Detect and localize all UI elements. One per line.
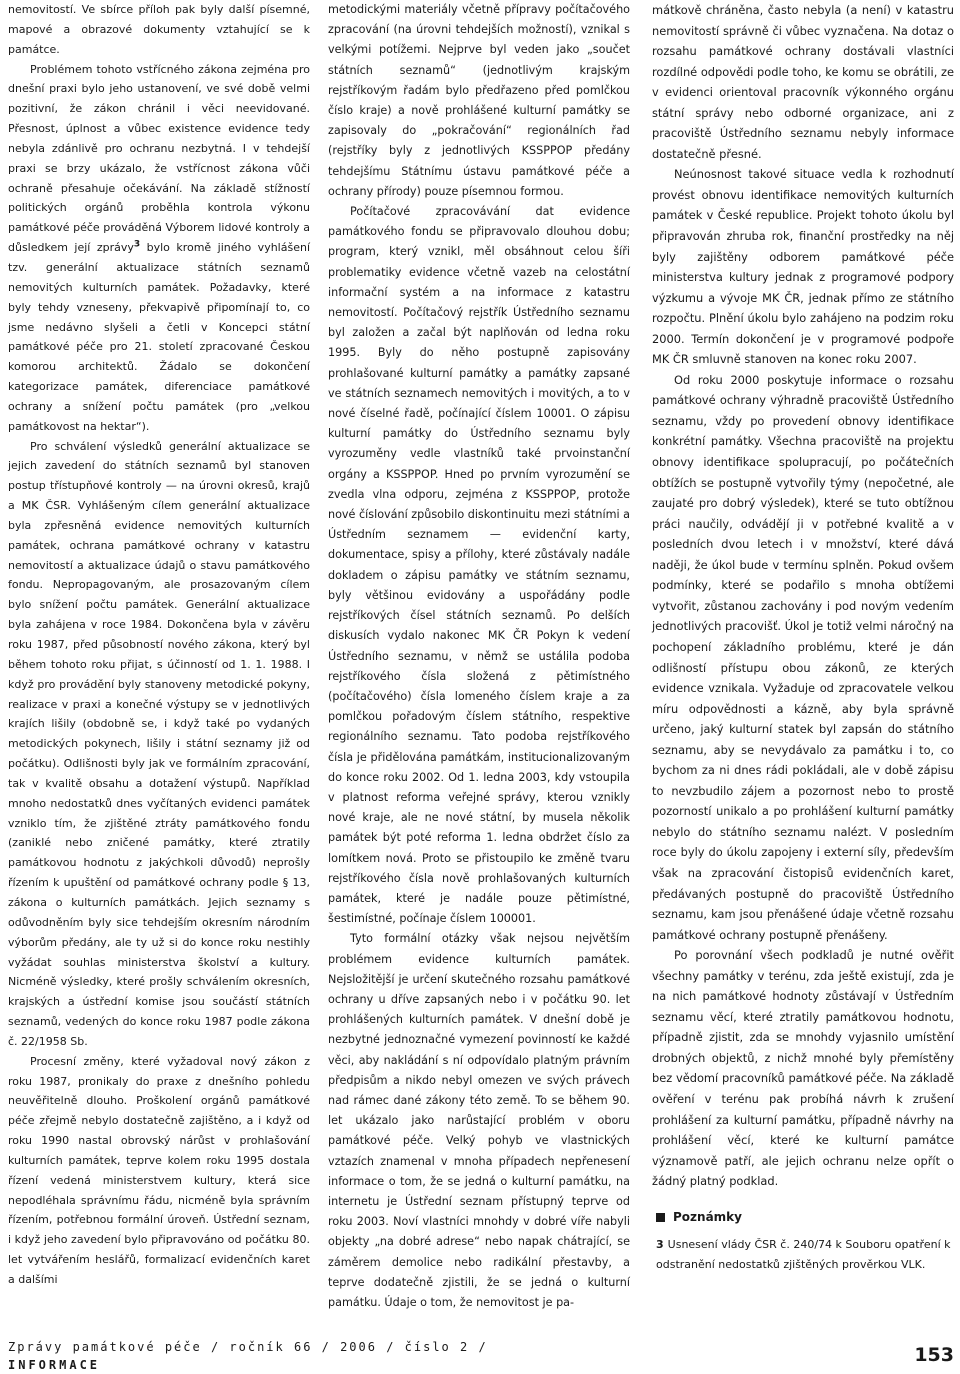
- journal-line: Zprávy památkové péče / ročník 66 / 2006 / číslo 2 /: [8, 1340, 488, 1354]
- paragraph: Po porovnání všech podkladů je nutné ověřit všechny památky v terénu, zda ještě existují, zda je na nich památkové hodnoty zůstávají v Ústředním seznamu věcí, které ztratily památkovou hodnotu, případně zjistit, zda se mnohdy vyjasnilo umístění drobných objektů, z nichž mnohé byly přemístěny bez vědomí pracovníků památkové péče. Na základě ověření v terénu pak probíhá návrh k zrušení prohlášení za kulturní památku, případně návrhy na prohlášení věcí, které ke kulturní památce významově patří, ale jejich ochranu nelze opřít o žádný platný podklad.: [652, 948, 954, 1189]
- footnotes: [656, 1207, 952, 1275]
- paragraph: mátkově chráněna, často nebyla (a není) v katastru nemovitostí správně či vůbec vyznačena. Na dotaz o rozsahu památkové ochrany dostávali vlastníci rozdílné odpovědi podle toho, ke komu se obrátili, ze v evidenci orientoval pracovník výkonného orgánu státní správy nebo odborné organizace, ani z pracoviště Ústředního seznamu nebyly informace dostatečně přesné.: [652, 3, 954, 161]
- paragraph: Pro schválení výsledků generální aktualizace se jejich zavedení do státních seznamů byl stanoven postup třístupňové kontroly — na úrovni okresů, krajů a MK ČSR. Vyhlášeným cílem generální aktualizace byla zpřesněná evidence nemovitých kulturních památek, ochrana památkové ochrany v katastru nemovitostí a aktualizace údajů o stavu památkového fondu. Nepropagovaným, ale prosazovaným cílem bylo snížení počtu památek. Generální aktualizace byla zahájena v roce 1984. Dokončena byla v závěru roku 1987, před působností nového zákona, který byl během tohoto roku přijat, s účinností od 1. 1. 1988. I když pro provádění byly stanoveny metodické pokyny, realizace v praxi a konečné výstupy se v jednotlivých krajích lišily (obdobně se, i když také po vydaných metodických pokynech, lišily i státní seznamy již od počátku). Odlišnosti byly jak ve formálním zpracování, tak v kvalitě obsahu a dotažení výstupů. Například mnoho nedostatků dnes vyčítaných evidenci památek vzniklo tím, že zjištěné ztráty památkového fondu (zaniklé nebo zničené památky, které ztratily památkovou hodnotu z jakýchkoli důvodů) neprošly řízením k upuštění od památkové ochrany podle § 13, zákona o kulturních památkách. Jejich seznamy s odůvodněním byly sice tehdejším okresním národním výborům předány, ale ty už si do konce roku nestihly vyžádat souhlas ministerstva školství a kultury. Nicméně výsledky, které prošly schválením okresních, krajských a ústřední komise jsou součástí státních seznamů, vedených do konce roku 1987 podle zákona č. 22/1958 Sb.: [8, 439, 310, 1048]
- footnotes-heading: Poznámky: [656, 1207, 952, 1227]
- paragraph: Tyto formální otázky však nejsou největším problémem evidence kulturních památek. Nejsložitější je určení skutečného rozsahu památkové ochrany u dříve zapsaných nebo i v počátku 90. let prohlášených kulturních památek. V dnešní době je nezbytné jednoznačné vymezení povinností ke každé věci, aby nakládání s ní odpovídalo platným právním předpisům a nikdo nebyl omezen ve svých právech nad rámec dané zákony této země. To se během 90. let ukázalo jako narůstající problém v oboru památkové péče. Velký pohyb ve vlastnických vztazích znamenal v mnoha případech nepřenesení informace o tom, že se jedná o kulturní památku, na internetu je Ústřední seznam přístupný teprve od roku 2003. Noví vlastníci mnohdy v dobré víře nabyli objekty „na dobré adrese“ nebo napak chátrající, se záměrem demolice nebo radikální přestavby, a teprve dodatečně zjistili, že se jedná o kulturní památku. Údaje o tom, že nemovitost je pa-: [328, 932, 630, 1309]
- page-footer: [8, 1338, 488, 1374]
- text-column-3: [652, 0, 954, 1192]
- paragraph: Počítačové zpracovávání dat evidence památkového fondu se připravovalo dlouhou dobu; program, který vznikl, měl obsáhnout celou šíři problematiky evidence včetně vazeb na celostátní informační systém a na informace z katastru nemovitostí. Počítačový rejstřík Ústředního seznamu byl založen a začal být naplňován od ledna roku 1995. Byly do něho postupně zapisovány prohlašované kulturní památky a památky zapsané ve státních seznamech nemovitých i movitých, a to v nové číselné řadě, počínající číslem 10001. O zápisu kulturní památky do Ústředního seznamu byly vyrozuměny vedle vlastníků také prvoinstanční orgány a KSSPPOP. Hned po prvním vyrozumění se zvedla vlna odporu, zejména z KSSPPOP, protože nové číslování způsobilo diskontinuitu mezi státními a Ústředním seznamem — evidenční karty, dokumentace, spisy a přílohy, které zůstávaly nadále dokladem o zápisu památky ve státním seznamu, byly většinou evidovány a uspořádány podle rejstříkových čísel státních seznamů. Po delších diskusích vydalo nakonec MK ČR Pokyn k vedení Ústředního seznamu, v němž se ustálila podoba rejstříkového čísla složená z pětimístného (počítačového) čísla lomeného číslem kraje a za pomlčkou pořadovým číslem státního, respektive regionálního seznamu. Tato podoba rejstříkového čísla je přidělována památkám, institucionalizovaným do konce roku 2002. Od 1. ledna 2003, kdy vstoupila v platnost reforma veřejné správy, kterou vznikly nové kraje, ale ne nové státní, by musela několik památek být poté reforma 1. ledna obdržet číslo za lomítkem nová. Proto se přistoupilo ke změně tvaru rejstříkového čísla nově prohlašovaných kulturních památek, které je nadále pouze pětimístné, šestimístné, počínaje číslem 100001.: [328, 205, 630, 926]
- footnote-ref[interactable]: 3: [133, 239, 141, 250]
- paragraph: Procesní změny, které vyžadoval nový zákon z roku 1987, pronikaly do praxe z dnešního pohledu neuvěřitelně dlouho. Proškolení orgánů památkové péče zřejmě nebylo dostatečně zajištěno, a i když od roku 1990 nastal obrovský nárůst v prohlašování kulturních památek, teprve kolem roku 1995 dostala řízení vedená ministerstvem kultury, která sice nepodléhala správnímu řádu, nicméně byla správním řízením, potřebnou formální úroveň. Ústřední seznam, i když jeho zavedení bylo připravováno od počátku 80. let vytvářením heslářů, formalizací evidenčních karet a dalšími: [8, 1054, 310, 1286]
- paragraph: metodickými materiály včetně přípravy počítačového zpracování (na úrovni tehdejších možností), vznikal s velkými potížemi. Nejprve byl veden jako „součet státních seznamů“ (jednotlivým krajským rejstříkovým řadám bylo předřazeno před pomlčkou číslo kraje) a nově prohlášené kulturní památky se zapisovaly do „pokračování“ regionálních řad (rejstříky byly z jednotlivých KSSPPOP předány tehdejšímu Státnímu ústavu památkové péče a ochrany přírody) pouze písemnou formou.: [328, 3, 630, 198]
- text-column-1: [8, 0, 310, 1290]
- page-number: 153: [914, 1344, 954, 1366]
- square-bullet-icon: [656, 1213, 665, 1222]
- paragraph: Neúnosnost takové situace vedla k rozhodnutí provést obnovu identifikace nemovitých kulturních památek v České republice. Projekt tohoto úkolu byl připravován zhruba rok, finanční prostředky na něj byly zajištěny odborem památkové péče ministerstva kultury jednak z programové podpory výzkumu a vývoje MK ČR, jednak přímo ze státního rozpočtu. Plnění úkolu bylo zahájeno na podzim roku 2000. Termín dokončení je v programové podpoře MK ČR smluvně stanoven na konec roku 2007.: [652, 167, 954, 367]
- paragraph: Od roku 2000 poskytuje informace o rozsahu památkové ochrany výhradně pracoviště Ústředního seznamu, vždy po provedení obnovy identifikace konkrétní památky. Všechna pracoviště na projektu obnovy identifikace spolupracují, po počátečních obtížích se postupně vytvořily týmy (nepočetné, ale zaujaté pro dobrý výsledek), které se tuto obtížnou práci naučily, odvádějí ji v potřebné kvalitě a v posledních dvou letech i v množství, které dává naději, že úkol bude v termínu splněn. Pokud ovšem podmínky, které se podařilo s mnoha obtížemi vytvořit, zůstanou zachovány i pod novým vedením jednotlivých pracovišť. Úkol je totiž velmi náročný na pochopení základního problému, které je dán odlišností přístupu obou zákonů, ze kterých evidence vznikala. Vyžaduje od zpracovatele velkou míru odpovědnosti a kázně, aby byla správně určeno, jaký kulturní statek byl zapsán do státního seznamu, aby se nevydávalo za památku i to, co bychom za ni dnes rádi pokládali, ale v době zápisu to nevzbudilo zájem a pozornost nebo to prostě pozorností unikalo a po prohlášení kulturní památky nebylo do státního seznamu nalézt. V posledním roce byly do úkolu zapojeny i externí síly, především však na zpracování čistopisů evidenčních karet, předávaných postupně do pracoviště Ústředního seznamu, kam jsou přenášené údaje včetně rozsahu památkové ochrany postupně přenášeny.: [652, 372, 954, 942]
- section-label: INFORMACE: [8, 1358, 101, 1372]
- text-column-2: [328, 0, 630, 1313]
- footnote-item: 3 Usnesení vlády ČSR č. 240/74 k Souboru opatření k odstranění nedostatků zjištěných prověrkou VLK.: [656, 1238, 951, 1271]
- paragraph: nemovitostí. Ve sbírce příloh pak byly další písemné, mapové a obrazové dokumenty vztahující se k památce.: [8, 3, 310, 56]
- paragraph: Problémem tohoto vstřícného zákona zejména pro dnešní praxi bylo jeho ustanovení, ve své době velmi pozitivní, že zákon chránil i věci neevidované. Přesnost, úplnost a vůbec existence evidence tedy nebyla zdánlivě pro ochranu nezbytná. I v tehdejší praxi se brzy ukázalo, že vstřícnost zákona vůči ochraně přesahuje očekávání. Na základě stížností politických orgánů proběhla kontrola výkonu památkové péče prováděná Výborem lidové kontroly a důsledkem její zprávy$^3$ bylo kromě jiného vyhlášení tzv. generální aktualizace státních seznamů nemovitých kulturních památek. Požadavky, které byly tehdy vzneseny, překvapivě připomínají to, co jsme nedávno slyšeli a četli v Koncepci státní památkové péče pro 21. století zpracované Českou komorou architektů. Žádalo se dokončení kategorizace památek, diferenciace památkové ochrany a snížení počtu památek (pro „velkou památkovost na hektar“).: [8, 62, 310, 433]
